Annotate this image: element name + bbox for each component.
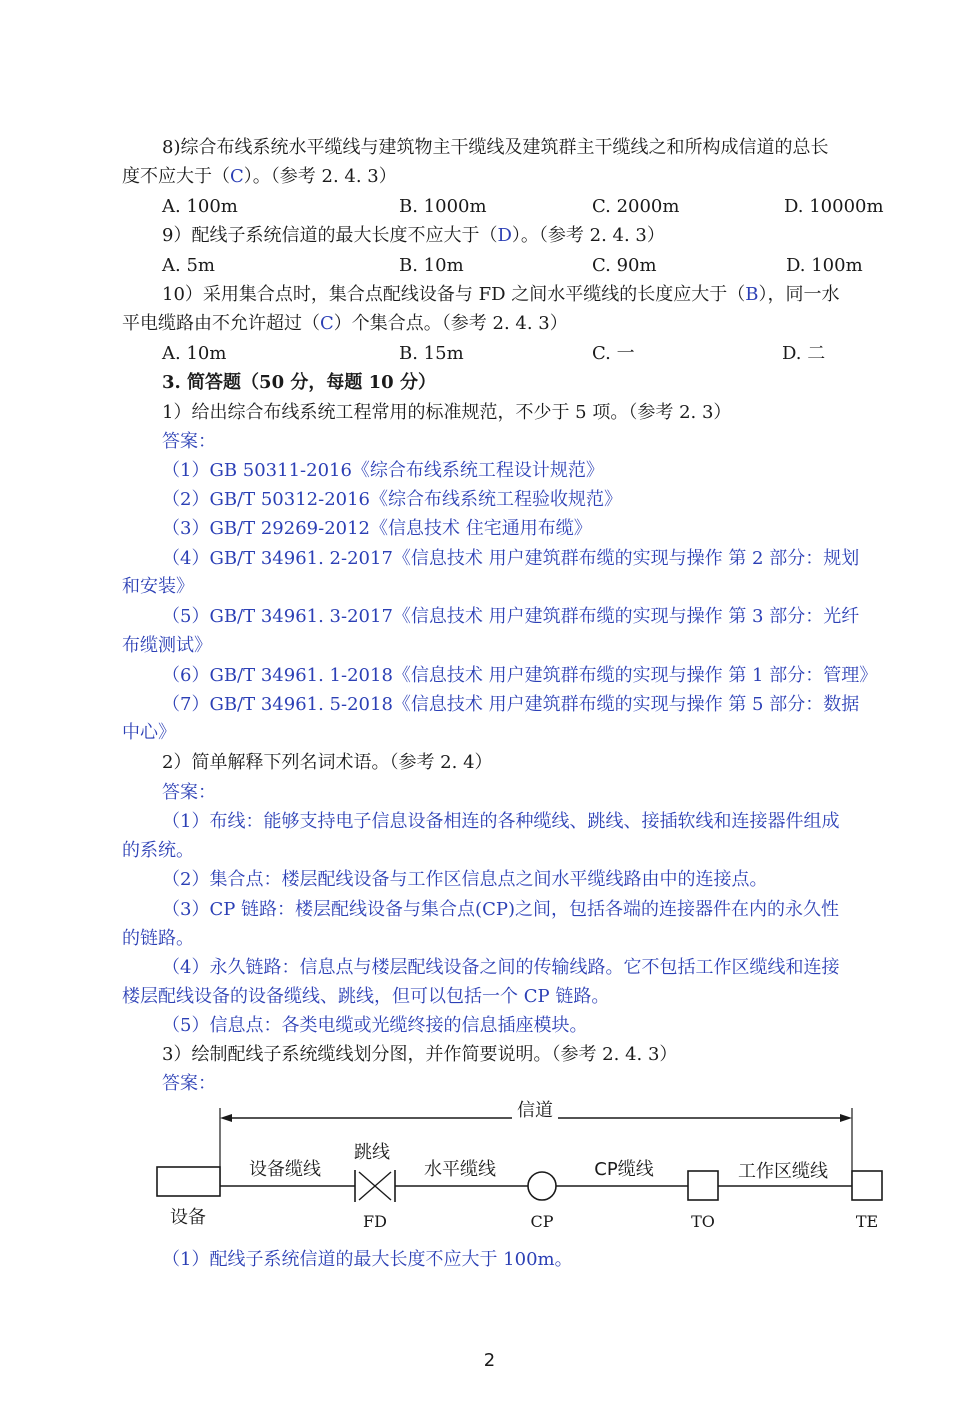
channel-arrow-left <box>220 1114 232 1122</box>
q8-line2 <box>122 165 397 189</box>
channel-arrow-right <box>840 1114 852 1122</box>
to-label: TO <box>691 1212 715 1231</box>
s3-q2-answer-label: 答案： <box>162 782 216 803</box>
equipment-box <box>157 1167 220 1196</box>
s3-q2-item: （5）信息点：各类电缆或光缆终接的信息插座模块。 <box>162 1015 588 1036</box>
q8-line2-post: ）。（参考 2. 4. 3） <box>243 166 397 187</box>
s3-q1-item: 布缆测试》 <box>122 635 212 656</box>
s3-q2-item: （2）集合点：楼层配线设备与工作区信息点之间水平缆线路由中的连接点。 <box>162 869 768 890</box>
page-number: 2 <box>483 1350 496 1371</box>
channel-label: 信道 <box>517 1100 553 1121</box>
q9-option-b: B. 10m <box>399 255 464 276</box>
q10-line1 <box>162 283 840 307</box>
section3-title: 3. 简答题（50 分，每题 10 分） <box>162 372 436 393</box>
q9-option-d: D. 100m <box>786 255 863 276</box>
q10-answer2: C <box>320 313 334 334</box>
s3-q2-item: （4）永久链路：信息点与楼层配线设备之间的传输线路。它不包括工作区缆线和连接 <box>162 957 840 978</box>
horizontal-cable-label: 水平缆线 <box>424 1159 496 1180</box>
q9-post: ）。（参考 2. 4. 3） <box>511 225 665 246</box>
q9-option-c: C. 90m <box>592 255 657 276</box>
q10-option-a: A. 10m <box>162 343 227 364</box>
q10-line2-post: ）个集合点。（参考 2. 4. 3） <box>333 313 568 334</box>
cp-circle <box>528 1172 556 1200</box>
q8-option-d: D. 10000m <box>784 196 884 217</box>
s3-q2-item: （1）布线：能够支持电子信息设备相连的各种缆线、跳线、接插软线和连接器件组成 <box>162 811 840 832</box>
q8-line2-pre: 度不应大于（ <box>122 166 230 187</box>
s3-q3-note: （1）配线子系统信道的最大长度不应大于 100m。 <box>162 1249 573 1270</box>
fd-label: FD <box>363 1212 387 1231</box>
equip-cable-label: 设备缆线 <box>249 1159 321 1180</box>
q8-option-c: C. 2000m <box>592 196 680 217</box>
q9-question <box>162 224 665 248</box>
q10-option-b: B. 15m <box>399 343 464 364</box>
s3-q1-question: 1）给出综合布线系统工程常用的标准规范，不少于 5 项。（参考 2. 3） <box>162 402 732 423</box>
s3-q3-question: 3）绘制配线子系统缆线划分图，并作简要说明。（参考 2. 4. 3） <box>162 1044 678 1065</box>
q9-option-a: A. 5m <box>162 255 215 276</box>
q8-answer: C <box>230 166 244 187</box>
s3-q1-item: （2）GB/T 50312-2016《综合布线系统工程验收规范》 <box>162 489 623 510</box>
jumper-label: 跳线 <box>354 1142 390 1163</box>
s3-q1-item: （4）GB/T 34961. 2-2017《信息技术 用户建筑群布缆的实现与操作 第 2 部分：规划 <box>162 548 860 569</box>
te-box <box>852 1171 882 1200</box>
q9-pre: 9）配线子系统信道的最大长度不应大于（ <box>162 225 498 246</box>
cabling-diagram <box>150 1090 890 1240</box>
s3-q1-item: （1）GB 50311-2016《综合布线系统工程设计规范》 <box>162 460 604 481</box>
cp-cable-label: CP缆线 <box>594 1159 654 1180</box>
q10-answer1: B <box>745 284 759 305</box>
cp-label: CP <box>530 1212 554 1231</box>
s3-q1-item: （7）GB/T 34961. 5-2018《信息技术 用户建筑群布缆的实现与操作 第 5 部分：数据 <box>162 694 860 715</box>
q10-line2 <box>122 312 568 336</box>
s3-q2-question: 2）简单解释下列名词术语。（参考 2. 4） <box>162 752 493 773</box>
equipment-label: 设备 <box>170 1207 206 1228</box>
q8-option-b: B. 1000m <box>399 196 487 217</box>
q8-line1: 8)综合布线系统水平缆线与建筑物主干缆线及建筑群主干缆线之和所构成信道的总长 <box>162 137 829 158</box>
q10-option-c: C. 一 <box>592 343 635 364</box>
s3-q2-item: 的系统。 <box>122 840 194 861</box>
s3-q2-item: （3）CP 链路：楼层配线设备与集合点(CP)之间，包括各端的连接器件在内的永久性 <box>162 899 839 920</box>
q10-mid: ），同一水 <box>758 284 840 305</box>
q10-pre: 10）采用集合点时，集合点配线设备与 FD 之间水平缆线的长度应大于（ <box>162 284 746 305</box>
s3-q1-item: 中心》 <box>122 722 176 743</box>
s3-q2-item: 楼层配线设备的设备缆线、跳线，但可以包括一个 CP 链路。 <box>122 986 610 1007</box>
te-label: TE <box>855 1212 879 1231</box>
s3-q3-answer-label: 答案： <box>162 1073 216 1094</box>
s3-q1-item: （5）GB/T 34961. 3-2017《信息技术 用户建筑群布缆的实现与操作 第 3 部分：光纤 <box>162 606 860 627</box>
to-box <box>688 1171 718 1200</box>
q10-option-d: D. 二 <box>782 343 826 364</box>
q9-answer: D <box>497 225 512 246</box>
q10-line2-pre: 平电缆路由不允许超过（ <box>122 313 320 334</box>
work-area-cable-label: 工作区缆线 <box>738 1161 828 1182</box>
s3-q1-item: 和安装》 <box>122 576 194 597</box>
s3-q1-item: （6）GB/T 34961. 1-2018《信息技术 用户建筑群布缆的实现与操作 第 1 部分：管理》 <box>162 665 878 686</box>
s3-q1-item: （3）GB/T 29269-2012《信息技术 住宅通用布缆》 <box>162 518 592 539</box>
s3-q1-answer-label: 答案： <box>162 431 216 452</box>
q8-option-a: A. 100m <box>162 196 238 217</box>
s3-q2-item: 的链路。 <box>122 928 194 949</box>
